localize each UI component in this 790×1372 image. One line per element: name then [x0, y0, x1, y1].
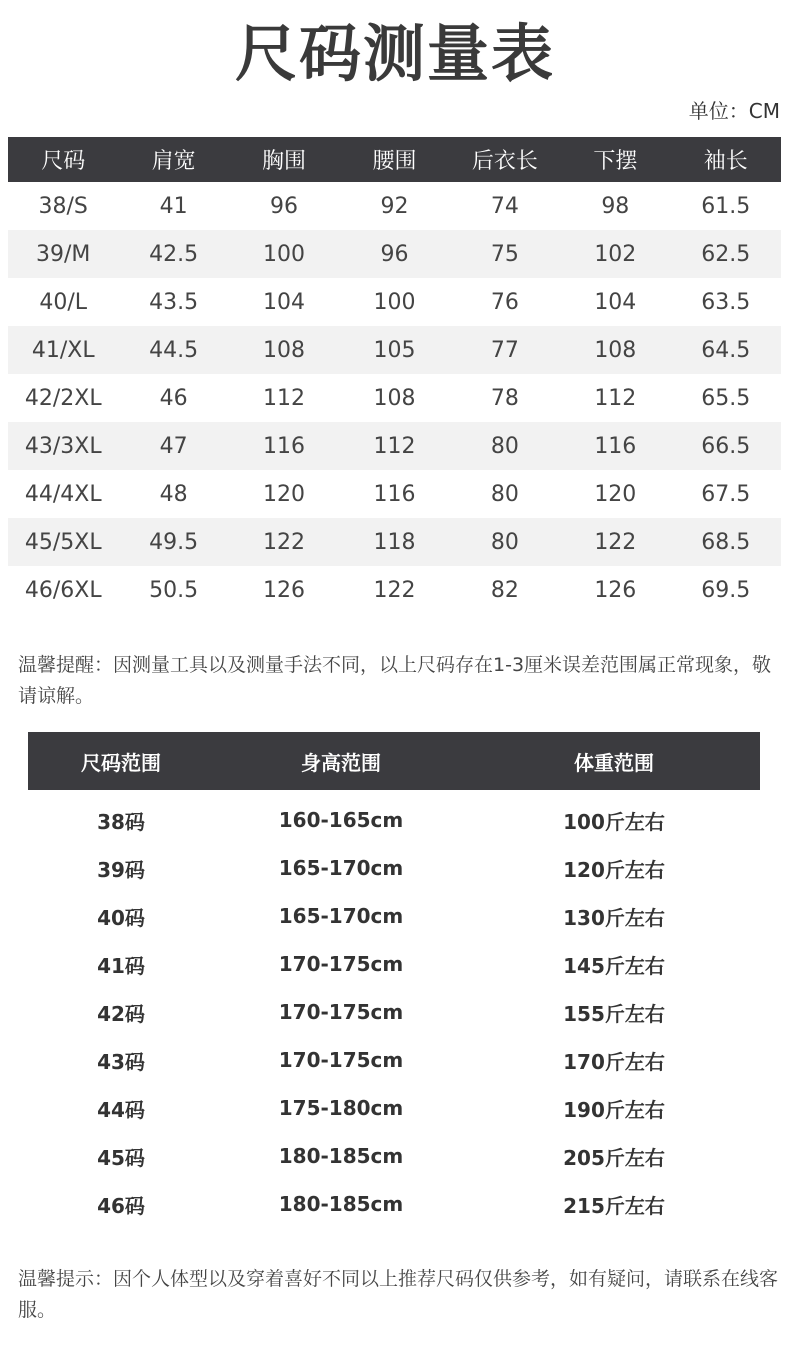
table-cell: 170-175cm	[278, 1048, 404, 1072]
header-cell: 身高范围	[214, 732, 468, 790]
table-cell: 205斤左右	[563, 1145, 665, 1170]
table-cell: 47	[118, 422, 228, 470]
table-cell: 41/XL	[8, 326, 118, 374]
table-cell: 80	[450, 518, 560, 566]
table-cell: 46码	[97, 1193, 145, 1218]
table-row	[8, 470, 781, 518]
size-table-body	[8, 182, 781, 614]
table-row	[8, 374, 781, 422]
table-cell: 77	[450, 326, 560, 374]
table-cell: 92	[380, 193, 409, 219]
table-cell: 64.5	[671, 326, 781, 374]
unit-label: 单位：CM	[688, 99, 780, 123]
header-cell: 腰围	[339, 137, 449, 182]
table-cell: 45/5XL	[8, 518, 118, 566]
table-cell: 190斤左右	[563, 1097, 665, 1122]
table-cell: 39/M	[8, 230, 118, 278]
table-row	[8, 230, 781, 278]
table-cell: 118	[339, 518, 449, 566]
table-row	[8, 518, 781, 566]
table-cell: 46	[159, 385, 188, 411]
table-cell: 116	[229, 422, 339, 470]
table-cell: 42/2XL	[24, 385, 102, 411]
table-cell: 67.5	[701, 481, 751, 507]
header-cell: 袖长	[671, 137, 781, 182]
table-cell: 145斤左右	[563, 953, 665, 978]
table-cell: 61.5	[701, 193, 751, 219]
size-recommendation-table	[28, 732, 760, 1228]
header-cell: 后衣长	[450, 137, 560, 182]
header-cell: 胸围	[229, 137, 339, 182]
header-row	[8, 137, 781, 182]
table-cell: 170-175cm	[278, 952, 404, 976]
header-row	[28, 732, 760, 790]
table-cell: 43/3XL	[8, 422, 118, 470]
table-cell: 41	[159, 193, 188, 219]
table-cell: 104	[594, 289, 637, 315]
table-cell: 112	[594, 385, 637, 411]
table-cell: 82	[490, 577, 519, 603]
table-cell: 43.5	[149, 289, 199, 315]
table-cell: 116	[560, 422, 670, 470]
table-cell: 100	[229, 230, 339, 278]
table-cell: 46/6XL	[24, 577, 102, 603]
header-cell: 体重范围	[468, 732, 760, 790]
recommendation-notice: 温馨提示：因个人体型以及穿着喜好不同以上推荐尺码仅供参考，如有疑问，请联系在线客服。	[18, 1268, 779, 1321]
table-cell: 105	[339, 326, 449, 374]
table-row	[28, 1036, 760, 1084]
table-cell: 80	[490, 481, 519, 507]
header-cell: 肩宽	[118, 137, 228, 182]
table-cell: 155斤左右	[563, 1001, 665, 1026]
table-row	[28, 1180, 760, 1228]
range-table-header	[28, 732, 760, 790]
table-row	[28, 1084, 760, 1132]
page-title: 尺码测量表	[234, 17, 555, 90]
table-cell: 122	[373, 577, 416, 603]
table-cell: 116	[373, 481, 416, 507]
table-cell: 69.5	[701, 577, 751, 603]
range-table-body	[28, 790, 760, 1228]
table-cell: 74	[490, 193, 519, 219]
table-cell: 38码	[97, 809, 145, 834]
table-cell: 170-175cm	[278, 1000, 404, 1024]
table-cell: 100斤左右	[563, 809, 665, 834]
table-cell: 108	[560, 326, 670, 374]
table-cell: 120斤左右	[563, 857, 665, 882]
table-cell: 76	[490, 289, 519, 315]
table-cell: 75	[450, 230, 560, 278]
table-row	[28, 892, 760, 940]
table-row	[8, 278, 781, 326]
table-row	[28, 940, 760, 988]
size-measurement-table	[8, 137, 781, 614]
table-cell: 180-185cm	[278, 1144, 404, 1168]
table-cell: 175-180cm	[278, 1096, 404, 1120]
table-row	[8, 326, 781, 374]
table-cell: 100	[373, 289, 416, 315]
table-cell: 98	[601, 193, 630, 219]
table-cell: 215斤左右	[563, 1193, 665, 1218]
table-cell: 170斤左右	[563, 1049, 665, 1074]
table-cell: 68.5	[671, 518, 781, 566]
table-cell: 104	[263, 289, 306, 315]
table-cell: 180-185cm	[278, 1192, 404, 1216]
table-cell: 165-170cm	[278, 856, 404, 880]
table-cell: 66.5	[671, 422, 781, 470]
table-cell: 120	[594, 481, 637, 507]
table-cell: 40/L	[39, 289, 88, 315]
table-cell: 96	[339, 230, 449, 278]
table-cell: 44.5	[118, 326, 228, 374]
table-cell: 43码	[97, 1049, 145, 1074]
table-cell: 62.5	[671, 230, 781, 278]
table-cell: 50.5	[149, 577, 199, 603]
table-cell: 42码	[97, 1001, 145, 1026]
measurement-notice: 温馨提醒：因测量工具以及测量手法不同，以上尺码存在1-3厘米误差范围属正常现象，敬请谅解。	[18, 654, 772, 707]
table-cell: 80	[450, 422, 560, 470]
table-cell: 44/4XL	[24, 481, 102, 507]
table-cell: 49.5	[118, 518, 228, 566]
table-cell: 120	[263, 481, 306, 507]
table-cell: 165-170cm	[278, 904, 404, 928]
table-row	[8, 182, 781, 230]
header-cell: 尺码范围	[28, 732, 214, 790]
table-cell: 122	[560, 518, 670, 566]
table-row	[28, 844, 760, 892]
table-cell: 39码	[97, 857, 145, 882]
table-cell: 48	[159, 481, 188, 507]
table-cell: 126	[594, 577, 637, 603]
table-row	[28, 1132, 760, 1180]
table-cell: 108	[229, 326, 339, 374]
table-cell: 108	[373, 385, 416, 411]
table-cell: 38/S	[38, 193, 88, 219]
header-cell: 尺码	[8, 137, 118, 182]
header-cell: 下摆	[560, 137, 670, 182]
table-cell: 42.5	[118, 230, 228, 278]
table-row	[8, 422, 781, 470]
table-cell: 40码	[97, 905, 145, 930]
size-table-header	[8, 137, 781, 182]
table-cell: 112	[339, 422, 449, 470]
table-cell: 102	[560, 230, 670, 278]
table-cell: 130斤左右	[563, 905, 665, 930]
table-cell: 63.5	[701, 289, 751, 315]
table-cell: 126	[263, 577, 306, 603]
table-cell: 65.5	[701, 385, 751, 411]
table-row	[8, 566, 781, 614]
table-cell: 112	[263, 385, 306, 411]
table-cell: 45码	[97, 1145, 145, 1170]
table-cell: 96	[270, 193, 299, 219]
table-cell: 160-165cm	[278, 808, 404, 832]
table-row	[28, 790, 760, 844]
table-row	[28, 988, 760, 1036]
table-cell: 122	[229, 518, 339, 566]
table-cell: 44码	[97, 1097, 145, 1122]
table-cell: 78	[490, 385, 519, 411]
table-cell: 41码	[97, 953, 145, 978]
